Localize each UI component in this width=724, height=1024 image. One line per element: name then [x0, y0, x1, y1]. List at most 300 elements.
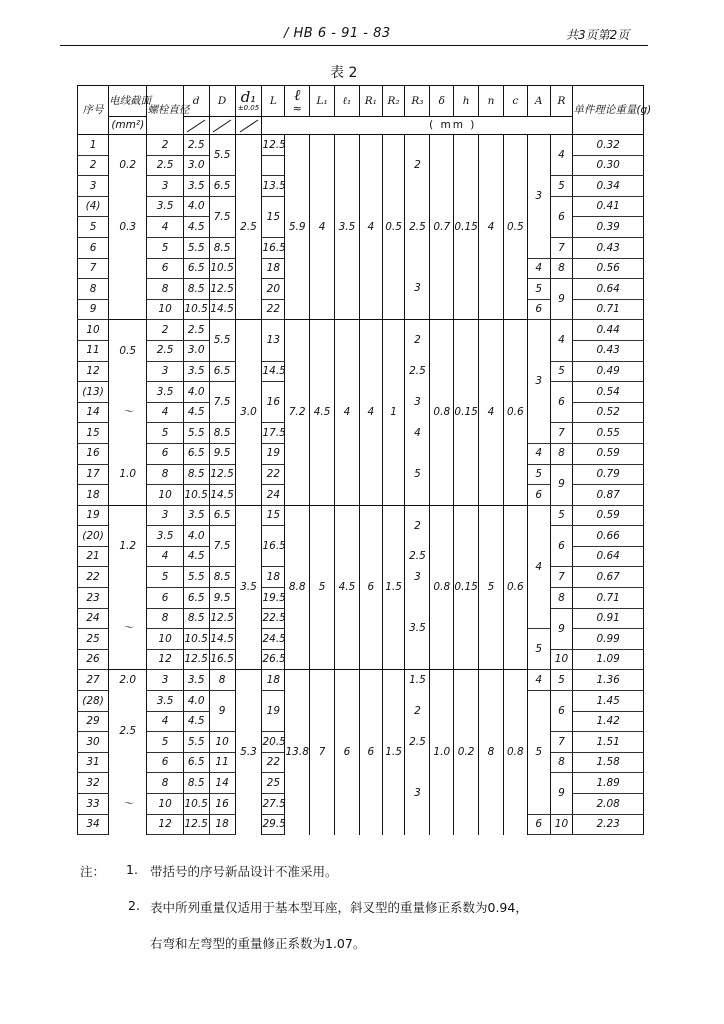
cell-wire: ～ [109, 588, 147, 670]
cell-L: 18 [262, 670, 285, 691]
col-header-d: d [183, 86, 209, 117]
cell-R: 8 [550, 752, 573, 773]
col-header-d1-symbol: d₁ [240, 88, 257, 106]
cell-R3: 2 [405, 505, 430, 546]
cell-d: 4.5 [183, 546, 209, 567]
col-header-wire-unit: (mm²) [109, 117, 147, 135]
cell-bolt: 10 [147, 794, 183, 815]
cell-bolt: 5 [147, 423, 183, 444]
cell-d: 2.5 [183, 320, 209, 341]
cell-D: 10.5 [209, 258, 235, 279]
col-header-A: A [527, 86, 550, 117]
cell-bolt: 3 [147, 176, 183, 197]
cell-bolt: 3 [147, 670, 183, 691]
note-2: 表中所列重量仅适用于基本型耳座，斜叉型的重量修正系数为0.94， [150, 900, 528, 915]
cell-d: 8.5 [183, 773, 209, 794]
cell-l: 7.2 [285, 320, 310, 505]
cell-L1: 4.5 [310, 320, 335, 505]
cell-R: 7 [550, 423, 573, 444]
cell-L: 15 [262, 505, 285, 526]
cell-d: 5.5 [183, 423, 209, 444]
cell-L: 27.5 [262, 794, 285, 815]
cell-seq: 11 [78, 340, 109, 361]
col-header-l-symbol: ℓ [294, 86, 301, 104]
cell-R3: 3 [405, 382, 430, 423]
cell-bolt: 6 [147, 443, 183, 464]
unit-row: ( mm ) [262, 117, 644, 135]
cell-L: 22 [262, 299, 285, 320]
cell-A: 6 [527, 485, 550, 506]
cell-bolt: 4 [147, 711, 183, 732]
cell-wt: 1.09 [573, 649, 644, 670]
cell-bolt: 10 [147, 485, 183, 506]
cell-wt: 0.54 [573, 382, 644, 403]
col-header-delta: δ [430, 86, 454, 117]
cell-d: 6.5 [183, 443, 209, 464]
col-header-seq: 序号 [78, 86, 109, 135]
cell-d: 10.5 [183, 485, 209, 506]
cell-wire: 2.5 [109, 691, 147, 773]
cell-R2: 1.5 [382, 670, 405, 835]
cell-seq: 25 [78, 629, 109, 650]
col-header-L1: L₁ [310, 86, 335, 117]
cell-bolt: 12 [147, 649, 183, 670]
cell-wt: 0.71 [573, 588, 644, 609]
cell-L: 13 [262, 320, 285, 361]
page-header-rule [60, 45, 648, 46]
cell-seq: 16 [78, 443, 109, 464]
cell-R1: 4 [359, 320, 382, 505]
cell-seq: 7 [78, 258, 109, 279]
cell-R2: 1 [382, 320, 405, 505]
cell-bolt: 6 [147, 588, 183, 609]
cell-R2: 0.5 [382, 135, 405, 320]
cell-n: 8 [479, 670, 504, 835]
cell-bolt: 10 [147, 629, 183, 650]
cell-seq: 32 [78, 773, 109, 794]
cell-R: 6 [550, 196, 573, 237]
cell-R1: 6 [359, 505, 382, 670]
cell-D: 6.5 [209, 505, 235, 526]
cell-D: 8.5 [209, 237, 235, 258]
cell-wt: 0.32 [573, 135, 644, 156]
cell-d: 4.0 [183, 196, 209, 217]
cell-c: 0.6 [503, 505, 527, 670]
cell-A: 4 [527, 670, 550, 691]
cell-L: 15 [262, 196, 285, 237]
cell-bolt: 8 [147, 464, 183, 485]
cell-D: 14.5 [209, 629, 235, 650]
cell-R: 9 [550, 608, 573, 649]
cell-L1: 7 [310, 670, 335, 835]
cell-seq: 5 [78, 217, 109, 238]
cell-seq: 6 [78, 237, 109, 258]
cell-d: 8.5 [183, 608, 209, 629]
cell-L: 26.5 [262, 649, 285, 670]
cell-wire: 2.0 [109, 670, 147, 691]
table-row [78, 320, 644, 341]
cell-d: 10.5 [183, 794, 209, 815]
table-row [78, 670, 644, 691]
col-header-bolt: 螺栓直径 [147, 86, 183, 135]
cell-R: 9 [550, 279, 573, 320]
cell-d: 6.5 [183, 258, 209, 279]
cell-D: 8.5 [209, 567, 235, 588]
cell-L: 17.5 [262, 423, 285, 444]
cell-D: 12.5 [209, 608, 235, 629]
cell-D: 6.5 [209, 361, 235, 382]
cell-R3: 2 [405, 320, 430, 361]
cell-wt: 0.49 [573, 361, 644, 382]
cell-wt: 0.43 [573, 237, 644, 258]
cell-h: 0.15 [454, 320, 479, 505]
cell-seq: 10 [78, 320, 109, 341]
cell-seq: 17 [78, 464, 109, 485]
cell-bolt: 8 [147, 279, 183, 300]
cell-seq: 34 [78, 814, 109, 835]
cell-d: 8.5 [183, 279, 209, 300]
cell-d: 4.5 [183, 711, 209, 732]
cell-D: 16 [209, 794, 235, 815]
cell-A: 4 [527, 443, 550, 464]
cell-d: 4.0 [183, 691, 209, 712]
cell-seq: 30 [78, 732, 109, 753]
cell-wt: 1.42 [573, 711, 644, 732]
table-title: 表 2 [330, 65, 358, 81]
diagonal-stroke-graphic [184, 118, 208, 134]
cell-L: 24.5 [262, 629, 285, 650]
col-header-R3: R₃ [405, 86, 430, 117]
cell-l: 8.8 [285, 505, 310, 670]
cell-R3: 1.5 [405, 670, 430, 691]
cell-wt: 0.30 [573, 155, 644, 176]
table-row [78, 505, 644, 526]
cell-D: 11 [209, 752, 235, 773]
cell-D: 5.5 [209, 135, 235, 176]
cell-wire: 1.2 [109, 505, 147, 587]
cell-bolt: 3.5 [147, 691, 183, 712]
cell-d: 5.5 [183, 567, 209, 588]
col-header-h: h [454, 86, 479, 117]
cell-R: 8 [550, 443, 573, 464]
cell-A: 5 [527, 691, 550, 815]
cell-R: 7 [550, 237, 573, 258]
cell-d: 8.5 [183, 464, 209, 485]
cell-seq: 22 [78, 567, 109, 588]
col-header-wire: 电线截面 [109, 86, 147, 117]
cell-L1: 4 [310, 135, 335, 320]
cell-R: 8 [550, 588, 573, 609]
cell-A: 5 [527, 279, 550, 300]
diagonal-stroke-graphic [237, 118, 261, 134]
cell-L: 19 [262, 691, 285, 732]
cell-c: 0.6 [503, 320, 527, 505]
cell-wt: 0.79 [573, 464, 644, 485]
cell-wire: 0.3 [109, 196, 147, 258]
cell-D: 9.5 [209, 588, 235, 609]
cell-D: 6.5 [209, 176, 235, 197]
cell-d: 12.5 [183, 649, 209, 670]
cell-L: 22 [262, 752, 285, 773]
cell-R3: 2.5 [405, 732, 430, 753]
cell-d: 3.5 [183, 361, 209, 382]
cell-bolt: 5 [147, 567, 183, 588]
cell-wt: 0.34 [573, 176, 644, 197]
cell-bolt: 4 [147, 217, 183, 238]
cell-R: 10 [550, 814, 573, 835]
cell-L: 13.5 [262, 176, 285, 197]
cell-D: 9.5 [209, 443, 235, 464]
cell-R3: 2.5 [405, 361, 430, 382]
cell-l: 5.9 [285, 135, 310, 320]
col-header-R1: R₁ [359, 86, 382, 117]
cell-d: 3.5 [183, 505, 209, 526]
cell-wt: 2.23 [573, 814, 644, 835]
cell-wt: 0.66 [573, 526, 644, 547]
cell-seq: 2 [78, 155, 109, 176]
cell-R: 10 [550, 649, 573, 670]
header-diag-cell [235, 117, 262, 135]
cell-wt: 0.64 [573, 279, 644, 300]
cell-R2: 1.5 [382, 505, 405, 670]
cell-R: 6 [550, 691, 573, 732]
header-diag-cell [209, 117, 235, 135]
cell-L: 20.5 [262, 732, 285, 753]
cell-wt: 1.36 [573, 670, 644, 691]
cell-L: 24 [262, 485, 285, 506]
cell-D: 10 [209, 732, 235, 753]
cell-bolt: 5 [147, 732, 183, 753]
cell-d: 4.0 [183, 382, 209, 403]
cell-wt: 0.64 [573, 546, 644, 567]
cell-R: 5 [550, 361, 573, 382]
cell-l1: 4 [335, 320, 360, 505]
note-2-number: 2. [128, 898, 140, 913]
cell-d: 3.5 [183, 670, 209, 691]
cell-R: 6 [550, 526, 573, 567]
col-header-l-approx [285, 86, 310, 117]
cell-bolt: 2.5 [147, 155, 183, 176]
note-1-number: 1. [126, 862, 138, 877]
cell-c: 0.8 [503, 670, 527, 835]
standard-code: / HB 6 - 91 - 83 [284, 26, 391, 41]
cell-A: 6 [527, 299, 550, 320]
cell-seq: (13) [78, 382, 109, 403]
cell-bolt: 3.5 [147, 196, 183, 217]
cell-seq: 12 [78, 361, 109, 382]
cell-wt: 0.44 [573, 320, 644, 341]
cell-L: 14.5 [262, 361, 285, 382]
cell-R: 5 [550, 505, 573, 526]
col-header-c: c [503, 86, 527, 117]
cell-R3: 5 [405, 443, 430, 505]
cell-d1: 5.3 [235, 670, 262, 835]
notes-label: 注： [80, 864, 106, 879]
cell-L: 25 [262, 773, 285, 794]
cell-n: 4 [479, 320, 504, 505]
cell-h: 0.15 [454, 135, 479, 320]
cell-A: 4 [527, 505, 550, 629]
cell-seq: 15 [78, 423, 109, 444]
cell-d1: 2.5 [235, 135, 262, 320]
cell-seq: 19 [78, 505, 109, 526]
page-info: 共3页第2页 [566, 28, 630, 42]
cell-D: 7.5 [209, 526, 235, 567]
cell-l1: 4.5 [335, 505, 360, 670]
col-header-d1-tolerance: ±0.05 [237, 104, 260, 112]
cell-delta: 0.8 [430, 505, 454, 670]
cell-bolt: 3 [147, 361, 183, 382]
cell-A: 5 [527, 629, 550, 670]
cell-R: 4 [550, 135, 573, 176]
cell-D: 5.5 [209, 320, 235, 361]
cell-bolt: 4 [147, 402, 183, 423]
cell-wt: 0.59 [573, 505, 644, 526]
cell-d: 5.5 [183, 732, 209, 753]
cell-seq: 21 [78, 546, 109, 567]
cell-wt: 1.45 [573, 691, 644, 712]
cell-wt: 0.56 [573, 258, 644, 279]
cell-D: 8 [209, 670, 235, 691]
col-header-weight: 单件理论重量(g) [573, 86, 644, 135]
cell-L: 22.5 [262, 608, 285, 629]
cell-seq: 31 [78, 752, 109, 773]
cell-R1: 6 [359, 670, 382, 835]
cell-h: 0.2 [454, 670, 479, 835]
cell-seq: 8 [78, 279, 109, 300]
note-1: 带括号的序号新品设计不准采用。 [150, 864, 338, 879]
cell-seq: 14 [78, 402, 109, 423]
cell-c: 0.5 [503, 135, 527, 320]
cell-wt: 0.91 [573, 608, 644, 629]
cell-R: 7 [550, 567, 573, 588]
col-header-l1: ℓ₁ [335, 86, 360, 117]
cell-seq: 33 [78, 794, 109, 815]
cell-d: 6.5 [183, 588, 209, 609]
cell-wire: ～ [109, 773, 147, 835]
cell-wt: 2.08 [573, 794, 644, 815]
cell-R: 4 [550, 320, 573, 361]
cell-L: 12.5 [262, 135, 285, 156]
cell-l1: 6 [335, 670, 360, 835]
cell-seq: 1 [78, 135, 109, 156]
cell-R: 6 [550, 382, 573, 423]
cell-R3: 4 [405, 423, 430, 444]
cell-bolt: 10 [147, 299, 183, 320]
dimension-table [77, 85, 652, 835]
cell-L: 16 [262, 382, 285, 423]
cell-R3: 2 [405, 691, 430, 732]
cell-R: 9 [550, 773, 573, 814]
cell-seq: 27 [78, 670, 109, 691]
cell-D: 9 [209, 691, 235, 732]
cell-bolt: 8 [147, 773, 183, 794]
cell-L: 18 [262, 567, 285, 588]
cell-A: 6 [527, 814, 550, 835]
cell-bolt: 3.5 [147, 526, 183, 547]
cell-R3: 3.5 [405, 588, 430, 670]
cell-D: 12.5 [209, 464, 235, 485]
cell-wt: 0.39 [573, 217, 644, 238]
cell-bolt: 2 [147, 320, 183, 341]
cell-d: 10.5 [183, 629, 209, 650]
cell-d1: 3.5 [235, 505, 262, 670]
cell-R: 5 [550, 670, 573, 691]
col-header-n: n [479, 86, 504, 117]
cell-bolt: 3.5 [147, 382, 183, 403]
table-body [78, 135, 644, 835]
cell-wire: 0.5 [109, 320, 147, 382]
cell-D: 7.5 [209, 196, 235, 237]
cell-D: 7.5 [209, 382, 235, 423]
cell-bolt: 12 [147, 814, 183, 835]
cell-seq: 23 [78, 588, 109, 609]
cell-A: 3 [527, 320, 550, 444]
diagonal-stroke-graphic [210, 118, 234, 134]
cell-R3: 2.5 [405, 546, 430, 567]
cell-d: 10.5 [183, 299, 209, 320]
cell-A: 4 [527, 258, 550, 279]
cell-bolt: 8 [147, 608, 183, 629]
cell-d: 4.0 [183, 526, 209, 547]
cell-n: 4 [479, 135, 504, 320]
cell-R1: 4 [359, 135, 382, 320]
cell-delta: 0.8 [430, 320, 454, 505]
col-header-L: L [262, 86, 285, 117]
cell-D: 16.5 [209, 649, 235, 670]
cell-R3: 3 [405, 567, 430, 588]
cell-d1: 3.0 [235, 320, 262, 505]
cell-seq: (28) [78, 691, 109, 712]
cell-d: 3.5 [183, 176, 209, 197]
cell-R3: 2.5 [405, 196, 430, 258]
cell-l1: 3.5 [335, 135, 360, 320]
cell-L: 19 [262, 443, 285, 464]
cell-wt: 1.89 [573, 773, 644, 794]
cell-wt: 0.55 [573, 423, 644, 444]
header-diag-cell [183, 117, 209, 135]
cell-d: 2.5 [183, 135, 209, 156]
cell-L: 19.5 [262, 588, 285, 609]
cell-R: 9 [550, 464, 573, 505]
cell-d: 6.5 [183, 752, 209, 773]
col-header-R: R [550, 86, 573, 117]
cell-R: 8 [550, 258, 573, 279]
cell-wt: 0.59 [573, 443, 644, 464]
cell-wt: 1.51 [573, 732, 644, 753]
cell-bolt: 2 [147, 135, 183, 156]
cell-l: 13.8 [285, 670, 310, 835]
cell-d: 3.0 [183, 340, 209, 361]
note-2-continued: 右弯和左弯型的重量修正系数为1.07。 [150, 936, 366, 951]
cell-L: 22 [262, 464, 285, 485]
cell-wire: ～ [109, 382, 147, 444]
cell-bolt: 6 [147, 752, 183, 773]
cell-D: 14 [209, 773, 235, 794]
cell-bolt: 3 [147, 505, 183, 526]
cell-delta: 1.0 [430, 670, 454, 835]
cell-seq: 24 [78, 608, 109, 629]
col-header-approx-sign: ≈ [292, 102, 302, 115]
cell-D: 18 [209, 814, 235, 835]
col-header-d1 [235, 86, 262, 117]
cell-wire [109, 258, 147, 320]
cell-bolt: 2.5 [147, 340, 183, 361]
cell-L [262, 155, 285, 176]
cell-wt: 0.52 [573, 402, 644, 423]
cell-wt: 1.58 [573, 752, 644, 773]
cell-seq: 26 [78, 649, 109, 670]
